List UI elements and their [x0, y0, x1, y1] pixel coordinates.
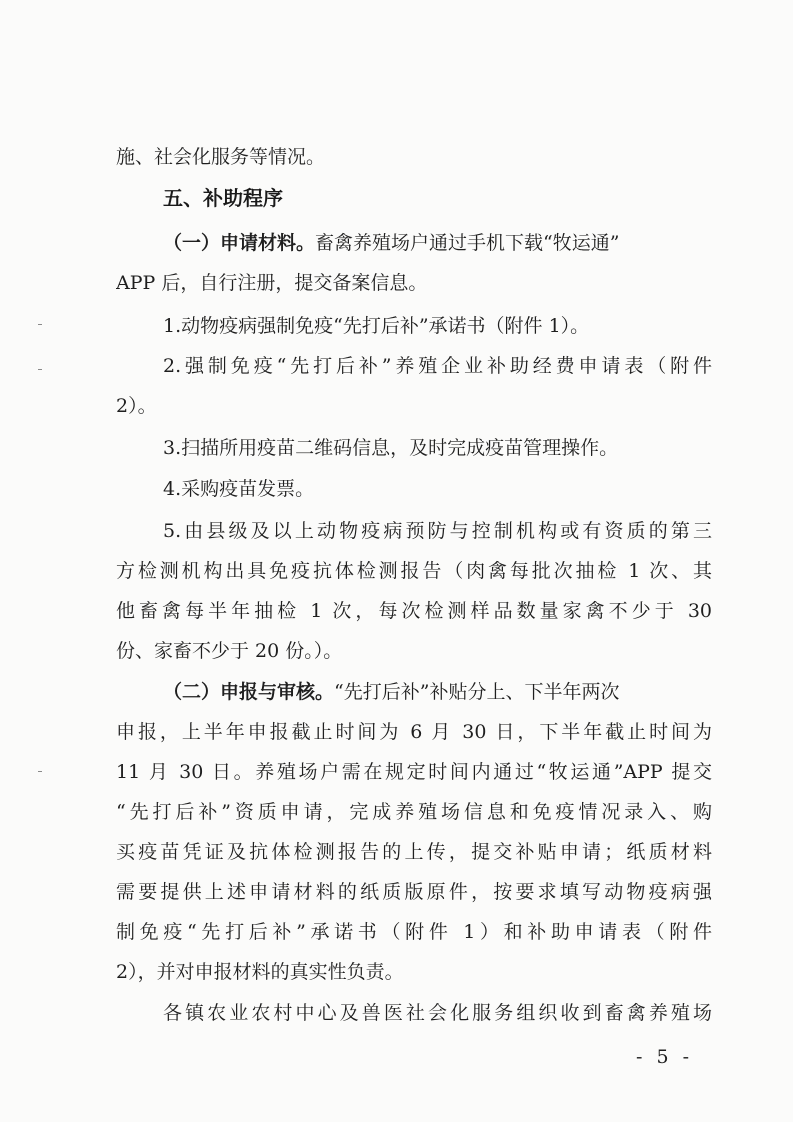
list-item: 4.采购疫苗发票。: [163, 478, 315, 500]
page-number: - 5 -: [636, 1046, 694, 1068]
list-item: 5.由县级及以上动物疫病预防与控制机构或有资质的第三: [163, 520, 712, 542]
text-line: 制免疫“先打后补”承诺书（附件 1）和补助申请表（附件: [116, 921, 712, 943]
subsection-line: [163, 231, 712, 255]
list-item-continuation: 方检测机构出具免疫抗体检测报告（肉禽每批次抽检 1 次、其: [116, 560, 712, 582]
subsection-heading: （一）申请材料。: [163, 232, 316, 254]
list-item: 2.强制免疫“先打后补”养殖企业补助经费申请表（附件: [163, 355, 712, 377]
subsection-text: 畜禽养殖场户通过手机下载“牧运通”: [315, 232, 620, 254]
subsection-heading: （二）申报与审核。: [163, 681, 335, 703]
scan-speck: [38, 324, 42, 325]
text-line: 11 月 30 日。养殖场户需在规定时间内通过“牧运通”APP 提交: [116, 761, 712, 783]
list-item-continuation: 他畜禽每半年抽检 1 次，每次检测样品数量家禽不少于 30: [116, 600, 712, 622]
text-line: APP 后，自行注册，提交备案信息。: [116, 272, 428, 294]
text-line: 需要提供上述申请材料的纸质版原件，按要求填写动物疫病强: [116, 881, 712, 903]
text-line: 买疫苗凭证及抗体检测报告的上传，提交补贴申请；纸质材料: [116, 841, 712, 863]
text-line: “先打后补”资质申请，完成养殖场信息和免疫情况录入、购: [116, 801, 712, 823]
section-heading: 五、补助程序: [163, 186, 283, 210]
text-line: 施、社会化服务等情况。: [116, 146, 326, 168]
subsection-line: [163, 680, 712, 704]
scan-speck: [38, 369, 42, 370]
list-item: 3.扫描所用疫苗二维码信息，及时完成疫苗管理操作。: [163, 437, 619, 459]
scan-speck: [38, 771, 42, 772]
list-item-continuation: 份、家畜不少于 20 份。）。: [116, 640, 343, 662]
subsection-text: “先打后补”补贴分上、下半年两次: [334, 681, 620, 703]
text-line: 2），并对申报材料的真实性负责。: [116, 961, 404, 983]
list-item: 1.动物疫病强制免疫“先打后补”承诺书（附件 1）。: [163, 315, 590, 337]
text-line: 各镇农业农村中心及兽医社会化服务组织收到畜禽养殖场: [163, 1002, 712, 1024]
text-line: 申报，上半年申报截止时间为 6 月 30 日，下半年截止时间为: [116, 721, 712, 743]
list-item-continuation: 2）。: [116, 395, 157, 417]
